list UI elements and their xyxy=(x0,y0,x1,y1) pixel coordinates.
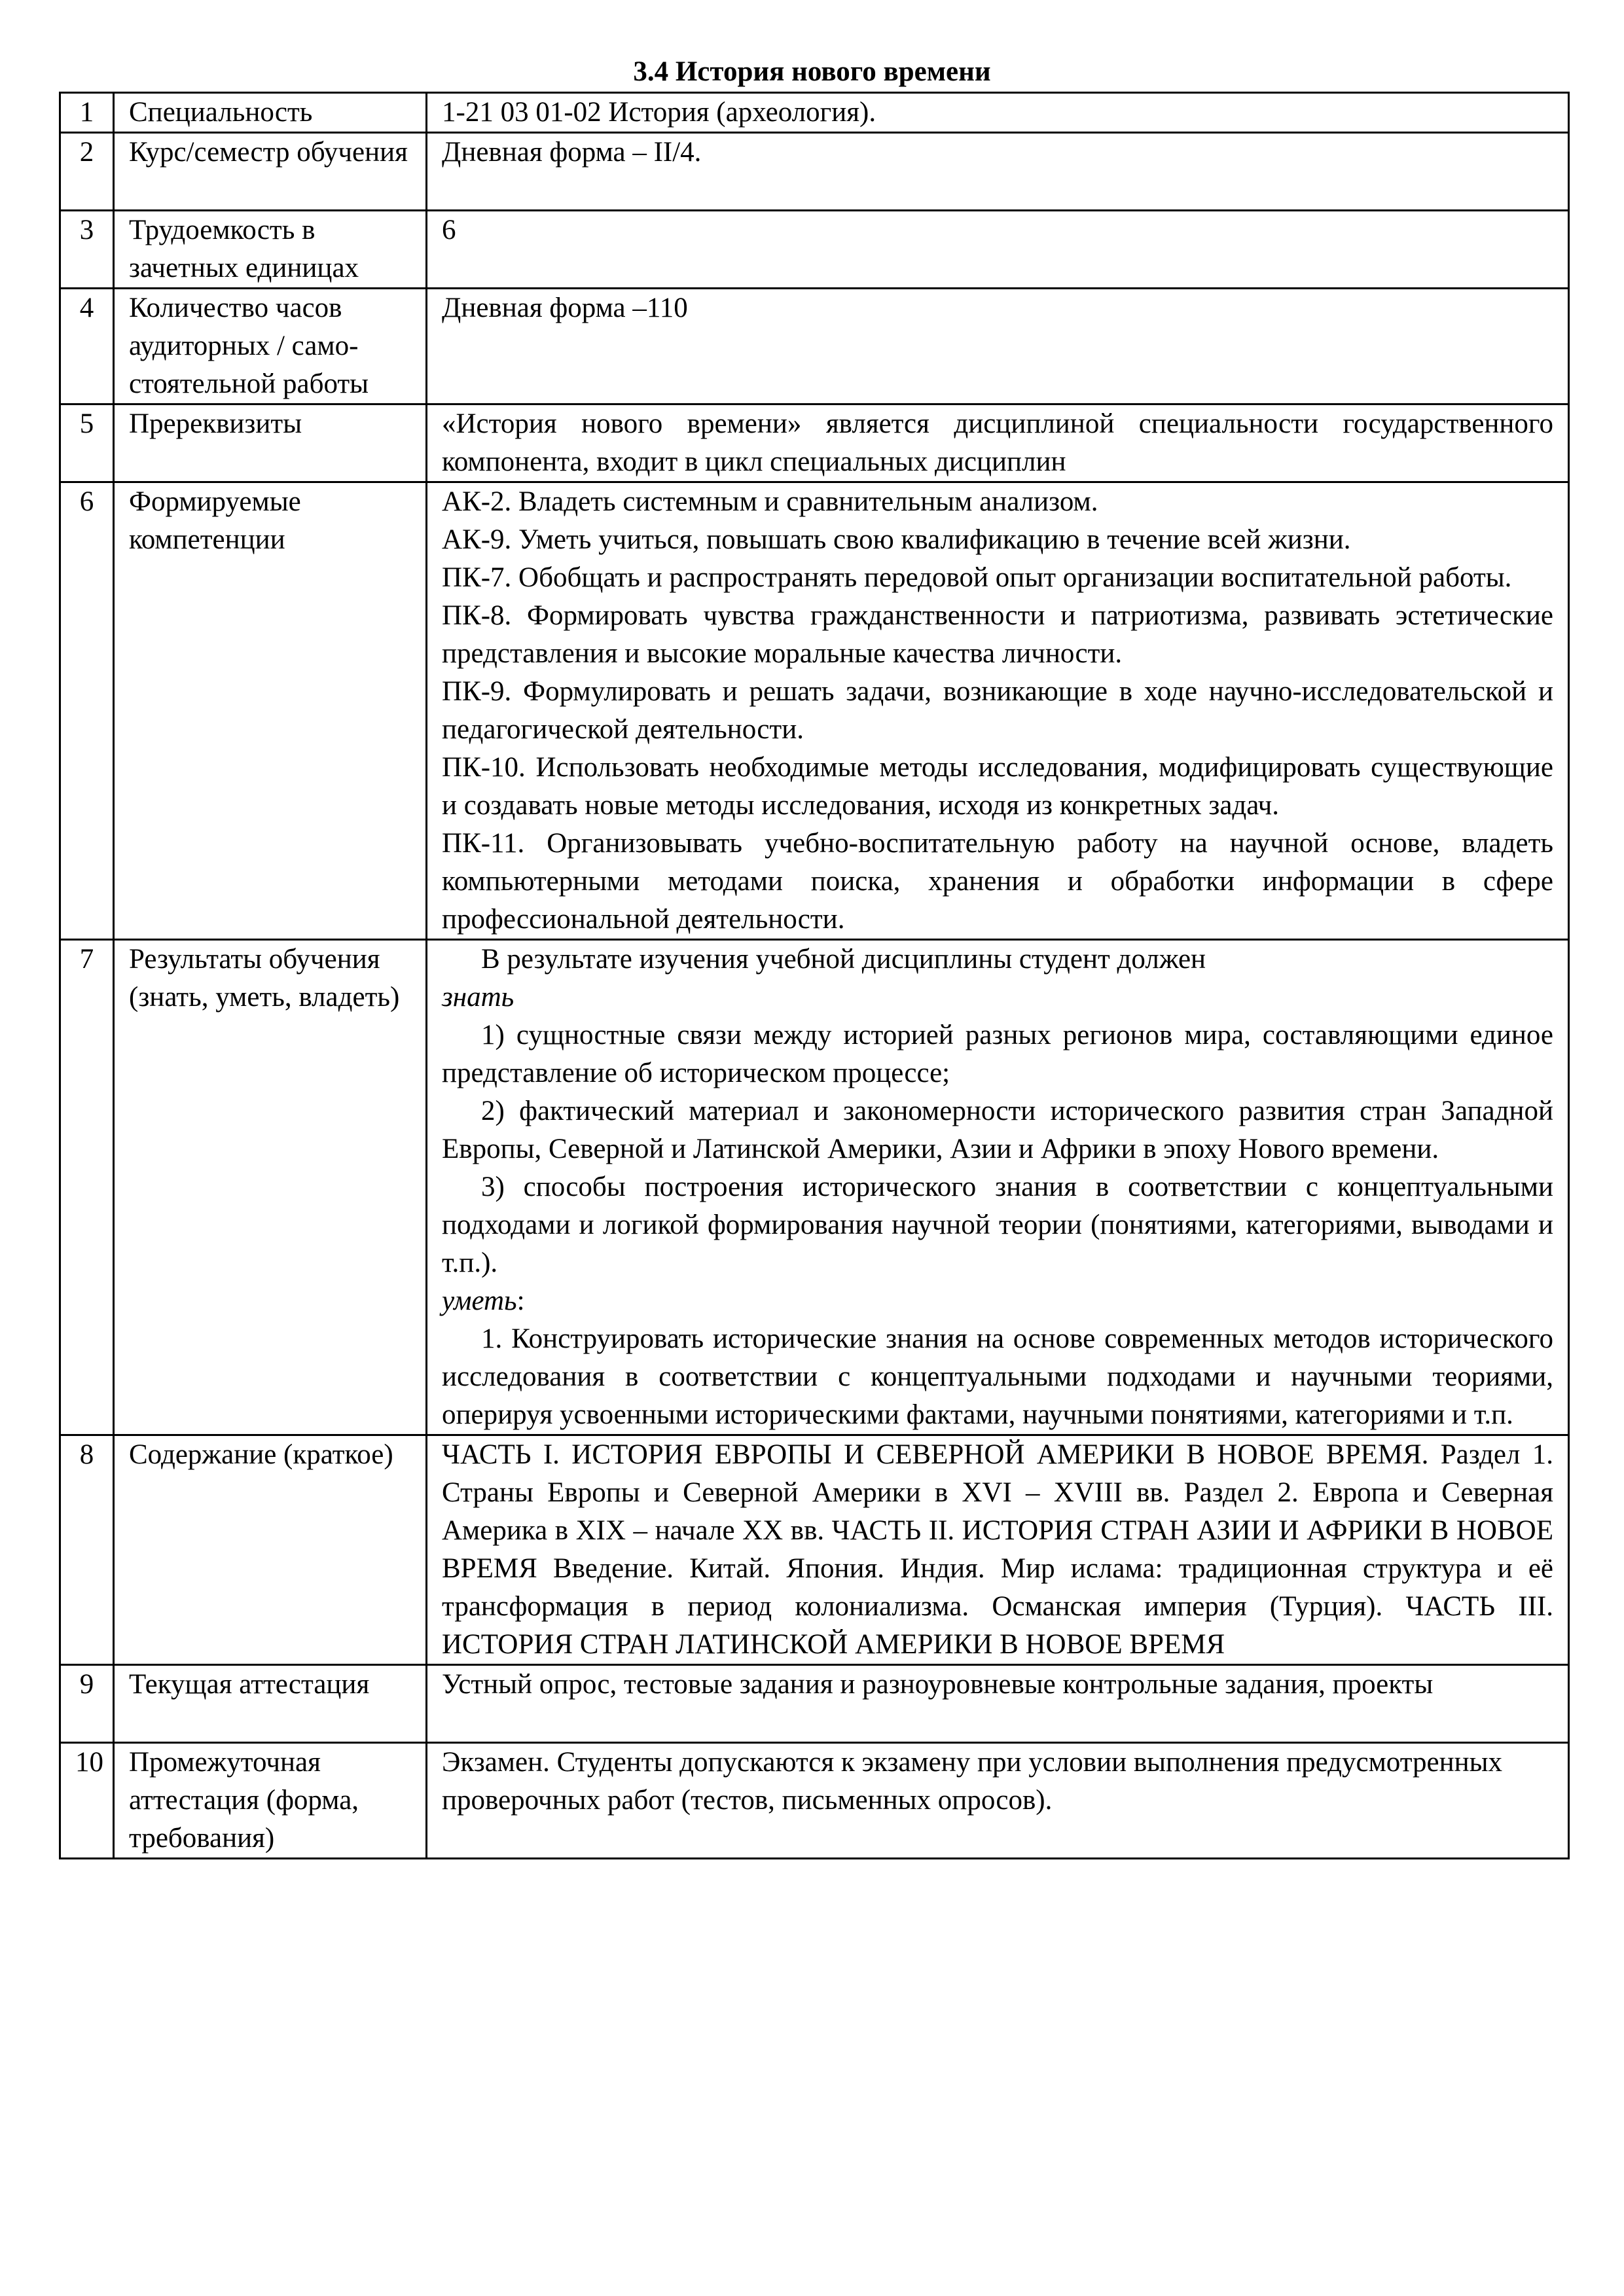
row-content xyxy=(427,289,1569,404)
content-paragraph: 6 xyxy=(442,215,456,245)
row-label: Курс/семестр обучения xyxy=(114,133,427,211)
content-paragraph: Устный опрос, тестовые задания и разноуровневые контрольные задания, проекты xyxy=(442,1669,1434,1700)
row-label: Содержание (краткое) xyxy=(114,1435,427,1665)
row-number: 6 xyxy=(60,482,114,940)
subheading-can: уметь: xyxy=(442,1285,525,1316)
row-content xyxy=(427,211,1569,289)
competence-item: ПК-10. Использовать необходимые методы исследования, модифицировать существующие и создавать новые методы исследования, исходя из конкретных задач. xyxy=(442,752,1553,821)
competence-item: ПК-11. Организовывать учебно-воспитательную работу на научной основе, владеть компьютерными методами поиска, хранения и обработки информации в сфере профессиональной деятельности. xyxy=(442,828,1553,935)
content-paragraph: 1-21 03 01-02 История (археология). xyxy=(442,97,876,128)
row-content xyxy=(427,1665,1569,1743)
row-content xyxy=(427,1743,1569,1859)
row-number: 1 xyxy=(60,93,114,133)
row-number: 4 xyxy=(60,289,114,404)
table-row xyxy=(60,1665,1569,1743)
competence-item: ПК-7. Обобщать и распространять передовой опыт организации воспитательной работы. xyxy=(442,562,1512,593)
competence-item: ПК-9. Формулировать и решать задачи, возникающие в ходе научно-исследовательской и педагогической деятельности. xyxy=(442,676,1553,745)
content-paragraph: ЧАСТЬ I. ИСТОРИЯ ЕВРОПЫ И СЕВЕРНОЙ АМЕРИКИ В НОВОЕ ВРЕМЯ. Раздел 1. Страны Европы и Северной Америки в XVI – XVIII вв. Раздел 2. Европа и Северная Америка в XIX – начале XX вв. ЧАСТЬ II. ИСТОРИЯ СТРАН АЗИИ И АФРИКИ В НОВОЕ ВРЕМЯ Введение. Китай. Япония. Индия. Мир ислама: традиционная структура и её трансформация в период колониализма. Османская империя (Турция). ЧАСТЬ III. ИСТОРИЯ СТРАН ЛАТИНСКОЙ АМЕРИКИ В НОВОЕ ВРЕМЯ xyxy=(442,1439,1553,1660)
row-content xyxy=(427,404,1569,482)
row-number: 10 xyxy=(60,1743,114,1859)
table-row xyxy=(60,93,1569,133)
row-label: Трудоемкость в зачетных единицах xyxy=(114,211,427,289)
content-paragraph: «История нового времени» является дисциплиной специальности государственного компонента, входит в цикл специальных дисциплин xyxy=(442,408,1553,477)
content-paragraph: Дневная форма –110 xyxy=(442,293,688,323)
row-label: Пререквизиты xyxy=(114,404,427,482)
row-number: 5 xyxy=(60,404,114,482)
table-row xyxy=(60,1743,1569,1859)
row-number: 8 xyxy=(60,1435,114,1665)
table-row xyxy=(60,1435,1569,1665)
row-content xyxy=(427,1435,1569,1665)
content-paragraph: Экзамен. Студенты допускаются к экзамену при условии выполнения предусмотренных проверочных работ (тестов, письменных опросов). xyxy=(442,1747,1503,1816)
competence-item: АК-9. Уметь учиться, повышать свою квалификацию в течение всей жизни. xyxy=(442,524,1351,555)
page-title: 3.4 История нового времени xyxy=(633,56,991,87)
row-content xyxy=(427,133,1569,211)
table-row xyxy=(60,211,1569,289)
course-info-table xyxy=(59,92,1570,1859)
subheading-can-text: уметь xyxy=(442,1285,517,1316)
row-label: Результаты обучения (знать, уметь, владеть) xyxy=(114,940,427,1435)
row-number: 2 xyxy=(60,133,114,211)
content-paragraph: Дневная форма – II/4. xyxy=(442,137,702,168)
table-row xyxy=(60,289,1569,404)
row-content xyxy=(427,940,1569,1435)
competence-item: ПК-8. Формировать чувства гражданственности и патриотизма, развивать эстетические представления и высокие моральные качества личности. xyxy=(442,600,1553,669)
content-paragraph: В результате изучения учебной дисциплины студент должен xyxy=(481,944,1206,975)
table-row xyxy=(60,482,1569,940)
table-row xyxy=(60,133,1569,211)
row-number: 7 xyxy=(60,940,114,1435)
row-number: 9 xyxy=(60,1665,114,1743)
row-content xyxy=(427,482,1569,940)
subheading-know: знать xyxy=(442,982,514,1013)
row-label: Количество часов аудиторных / само-стоятельной работы xyxy=(114,289,427,404)
list-item: 3) способы построения исторического знания в соответствии с концептуальными подходами и логикой формирования научной теории (понятиями, категориями, выводами и т.п.). xyxy=(442,1172,1553,1278)
table-row xyxy=(60,404,1569,482)
list-item: 1. Конструировать исторические знания на основе современных методов исторического исследования в соответствии с концептуальными подходами и научными теориями, оперируя усвоенными историческими фактами, научными понятиями, категориями и т.п. xyxy=(442,1323,1553,1430)
row-label: Промежуточная аттестация (форма, требования) xyxy=(114,1743,427,1859)
competence-item: АК-2. Владеть системным и сравнительным анализом. xyxy=(442,486,1098,517)
row-number: 3 xyxy=(60,211,114,289)
list-item: 1) сущностные связи между историей разных регионов мира, составляющими единое представление об историческом процессе; xyxy=(442,1020,1553,1088)
row-label: Формируемые компетенции xyxy=(114,482,427,940)
row-label: Текущая аттестация xyxy=(114,1665,427,1743)
table-row xyxy=(60,940,1569,1435)
row-content xyxy=(427,93,1569,133)
row-label: Специальность xyxy=(114,93,427,133)
list-item: 2) фактический материал и закономерности исторического развития стран Западной Европы, Северной и Латинской Америки, Азии и Африки в эпоху Нового времени. xyxy=(442,1096,1553,1164)
